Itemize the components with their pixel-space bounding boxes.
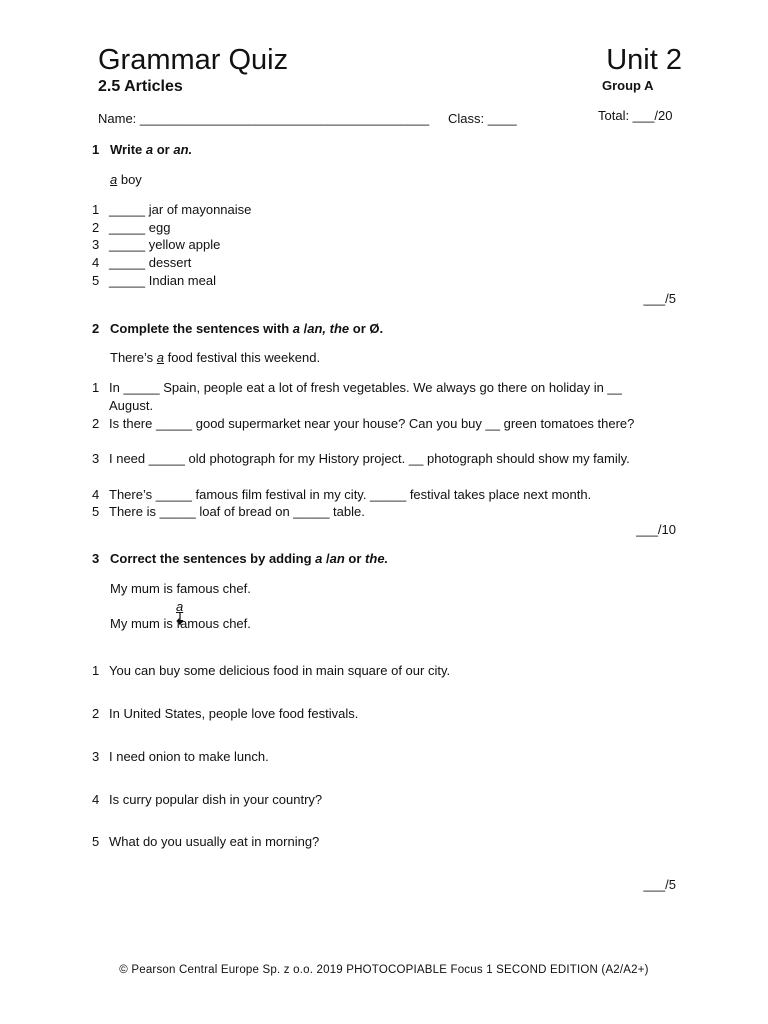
page-subtitle: 2.5 Articles [98, 78, 183, 95]
exercise-1-score: ___/5 [643, 291, 676, 306]
exercise-1-instruction: 1 Write a or an. [92, 142, 193, 157]
page-title: Grammar Quiz [98, 44, 289, 76]
list-item[interactable]: 5 _____ Indian meal [92, 273, 216, 288]
unit-label: Unit 2 [606, 44, 682, 76]
list-item[interactable]: 2 Is there _____ good supermarket near your house? Can you buy __ green tomatoes there? [92, 416, 635, 431]
list-item[interactable]: 1 _____ jar of mayonnaise [92, 202, 252, 217]
copyright-footer: © Pearson Central Europe Sp. z o.o. 2019 PHOTOCOPIABLE Focus 1 SECOND EDITION (A2/A2+) [119, 964, 649, 976]
exercise-3-score: ___/5 [643, 877, 676, 892]
list-item[interactable]: 3 I need _____ old photograph for my History project. __ photograph should show my family. [92, 451, 630, 466]
list-item[interactable]: 3 _____ yellow apple [92, 237, 221, 252]
exercise-2-instruction: 2 Complete the sentences with a /an, the or Ø. [92, 321, 384, 336]
exercise-3-instruction: 3 Correct the sentences by adding a /an or the. [92, 551, 389, 566]
list-item[interactable]: 4 There’s _____ famous film festival in my city. _____ festival takes place next month. [92, 487, 592, 502]
list-item[interactable]: 5 There is _____ loaf of bread on _____ table. [92, 504, 365, 519]
list-item[interactable]: 5 What do you usually eat in morning? [92, 834, 320, 849]
exercise-2-score: ___/10 [636, 522, 676, 537]
exercise-3-example-corrected: My mum is famous chef. [110, 616, 251, 631]
class-field[interactable]: Class: ____ [448, 111, 517, 126]
list-item[interactable]: 3 I need onion to make lunch. [92, 749, 269, 764]
total-score: Total: ___/20 [598, 108, 673, 123]
exercise-2-example: There’s a food festival this weekend. [110, 350, 321, 365]
group-label: Group A [602, 78, 654, 93]
name-field[interactable]: Name: ________________________________________ [98, 111, 430, 126]
list-item[interactable]: 2 In United States, people love food festivals. [92, 706, 359, 721]
list-item[interactable]: 1 In _____ Spain, people eat a lot of fresh vegetables. We always go there on holiday in __ August. [92, 380, 622, 413]
list-item[interactable]: 4 _____ dessert [92, 255, 192, 270]
exercise-1-example: a boy [110, 172, 142, 187]
list-item[interactable]: 2 _____ egg [92, 220, 171, 235]
exercise-3-example-original: My mum is famous chef. [110, 581, 251, 596]
list-item[interactable]: 1 You can buy some delicious food in main square of our city. [92, 663, 451, 678]
list-item[interactable]: 4 Is curry popular dish in your country? [92, 792, 323, 807]
inserted-article: a [176, 599, 184, 614]
